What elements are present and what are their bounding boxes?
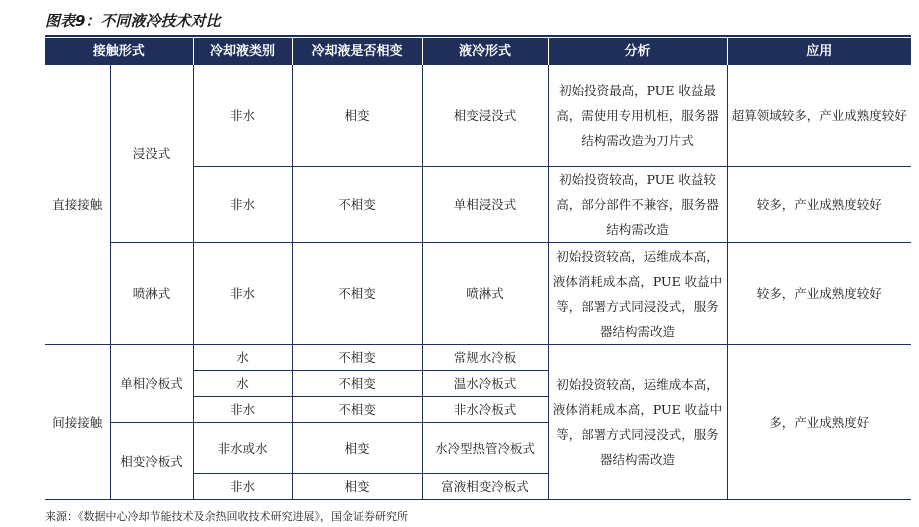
form-cell: 温水冷板式 — [422, 371, 548, 397]
application-cell: 较多，产业成熟度较好 — [727, 243, 911, 345]
phase-cell: 不相变 — [292, 371, 422, 397]
form-cell: 非水冷板式 — [422, 397, 548, 423]
type-two-phase-cold-plate: 相变冷板式 — [110, 423, 193, 500]
contact-indirect: 间接接触 — [45, 345, 110, 500]
application-cell: 超算领域较多，产业成熟度较好 — [727, 65, 911, 167]
phase-cell: 不相变 — [292, 167, 422, 243]
header-analysis: 分析 — [548, 38, 727, 65]
analysis-cell: 初始投资最高，PUE 收益最高，需使用专用机柜，服务器结构需改造为刀片式 — [548, 65, 727, 167]
table-header-row — [45, 38, 911, 65]
header-cooling-form: 液冷形式 — [422, 38, 548, 65]
analysis-cell: 初始投资较高，运维成本高，液体消耗成本高，PUE 收益中等，部署方式同浸没式，服务器结构需改造 — [548, 345, 727, 500]
coolant-cell: 非水 — [193, 474, 292, 500]
analysis-cell: 初始投资较高，PUE 收益较高，部分部件不兼容，服务器结构需改造 — [548, 167, 727, 243]
phase-cell: 相变 — [292, 65, 422, 167]
application-cell: 较多，产业成熟度较好 — [727, 167, 911, 243]
form-cell: 单相浸没式 — [422, 167, 548, 243]
contact-direct: 直接接触 — [45, 65, 110, 345]
form-cell: 富液相变冷板式 — [422, 474, 548, 500]
header-contact-form: 接触形式 — [45, 38, 193, 65]
form-cell: 水冷型热管冷板式 — [422, 423, 548, 474]
table-row — [45, 65, 911, 167]
table-row — [45, 243, 911, 345]
figure-title: 图表9：不同液冷技术对比 — [45, 12, 221, 30]
type-immersion: 浸没式 — [110, 65, 193, 243]
form-cell: 喷淋式 — [422, 243, 548, 345]
coolant-cell: 非水 — [193, 397, 292, 423]
header-application: 应用 — [727, 38, 911, 65]
liquid-cooling-comparison-table — [45, 38, 911, 500]
coolant-cell: 非水 — [193, 65, 292, 167]
header-phase-change: 冷却液是否相变 — [292, 38, 422, 65]
title-rule — [45, 35, 911, 37]
type-single-phase-cold-plate: 单相冷板式 — [110, 345, 193, 423]
coolant-cell: 非水 — [193, 167, 292, 243]
bottom-rule — [45, 499, 911, 500]
phase-cell: 不相变 — [292, 243, 422, 345]
table-row — [45, 345, 911, 371]
phase-cell: 不相变 — [292, 397, 422, 423]
coolant-cell: 非水或水 — [193, 423, 292, 474]
coolant-cell: 水 — [193, 371, 292, 397]
form-cell: 常规水冷板 — [422, 345, 548, 371]
type-spray: 喷淋式 — [110, 243, 193, 345]
source-note: 来源：《数据中心冷却节能技术及余热回收技术研究进展》，国金证券研究所 — [45, 510, 408, 523]
coolant-cell: 水 — [193, 345, 292, 371]
header-coolant-type: 冷却液类别 — [193, 38, 292, 65]
analysis-cell: 初始投资较高，运维成本高，液体消耗成本高，PUE 收益中等，部署方式同浸没式，服务器结构需改造 — [548, 243, 727, 345]
coolant-cell: 非水 — [193, 243, 292, 345]
application-cell: 多，产业成熟度好 — [727, 345, 911, 500]
phase-cell: 不相变 — [292, 345, 422, 371]
form-cell: 相变浸没式 — [422, 65, 548, 167]
phase-cell: 相变 — [292, 423, 422, 474]
phase-cell: 相变 — [292, 474, 422, 500]
